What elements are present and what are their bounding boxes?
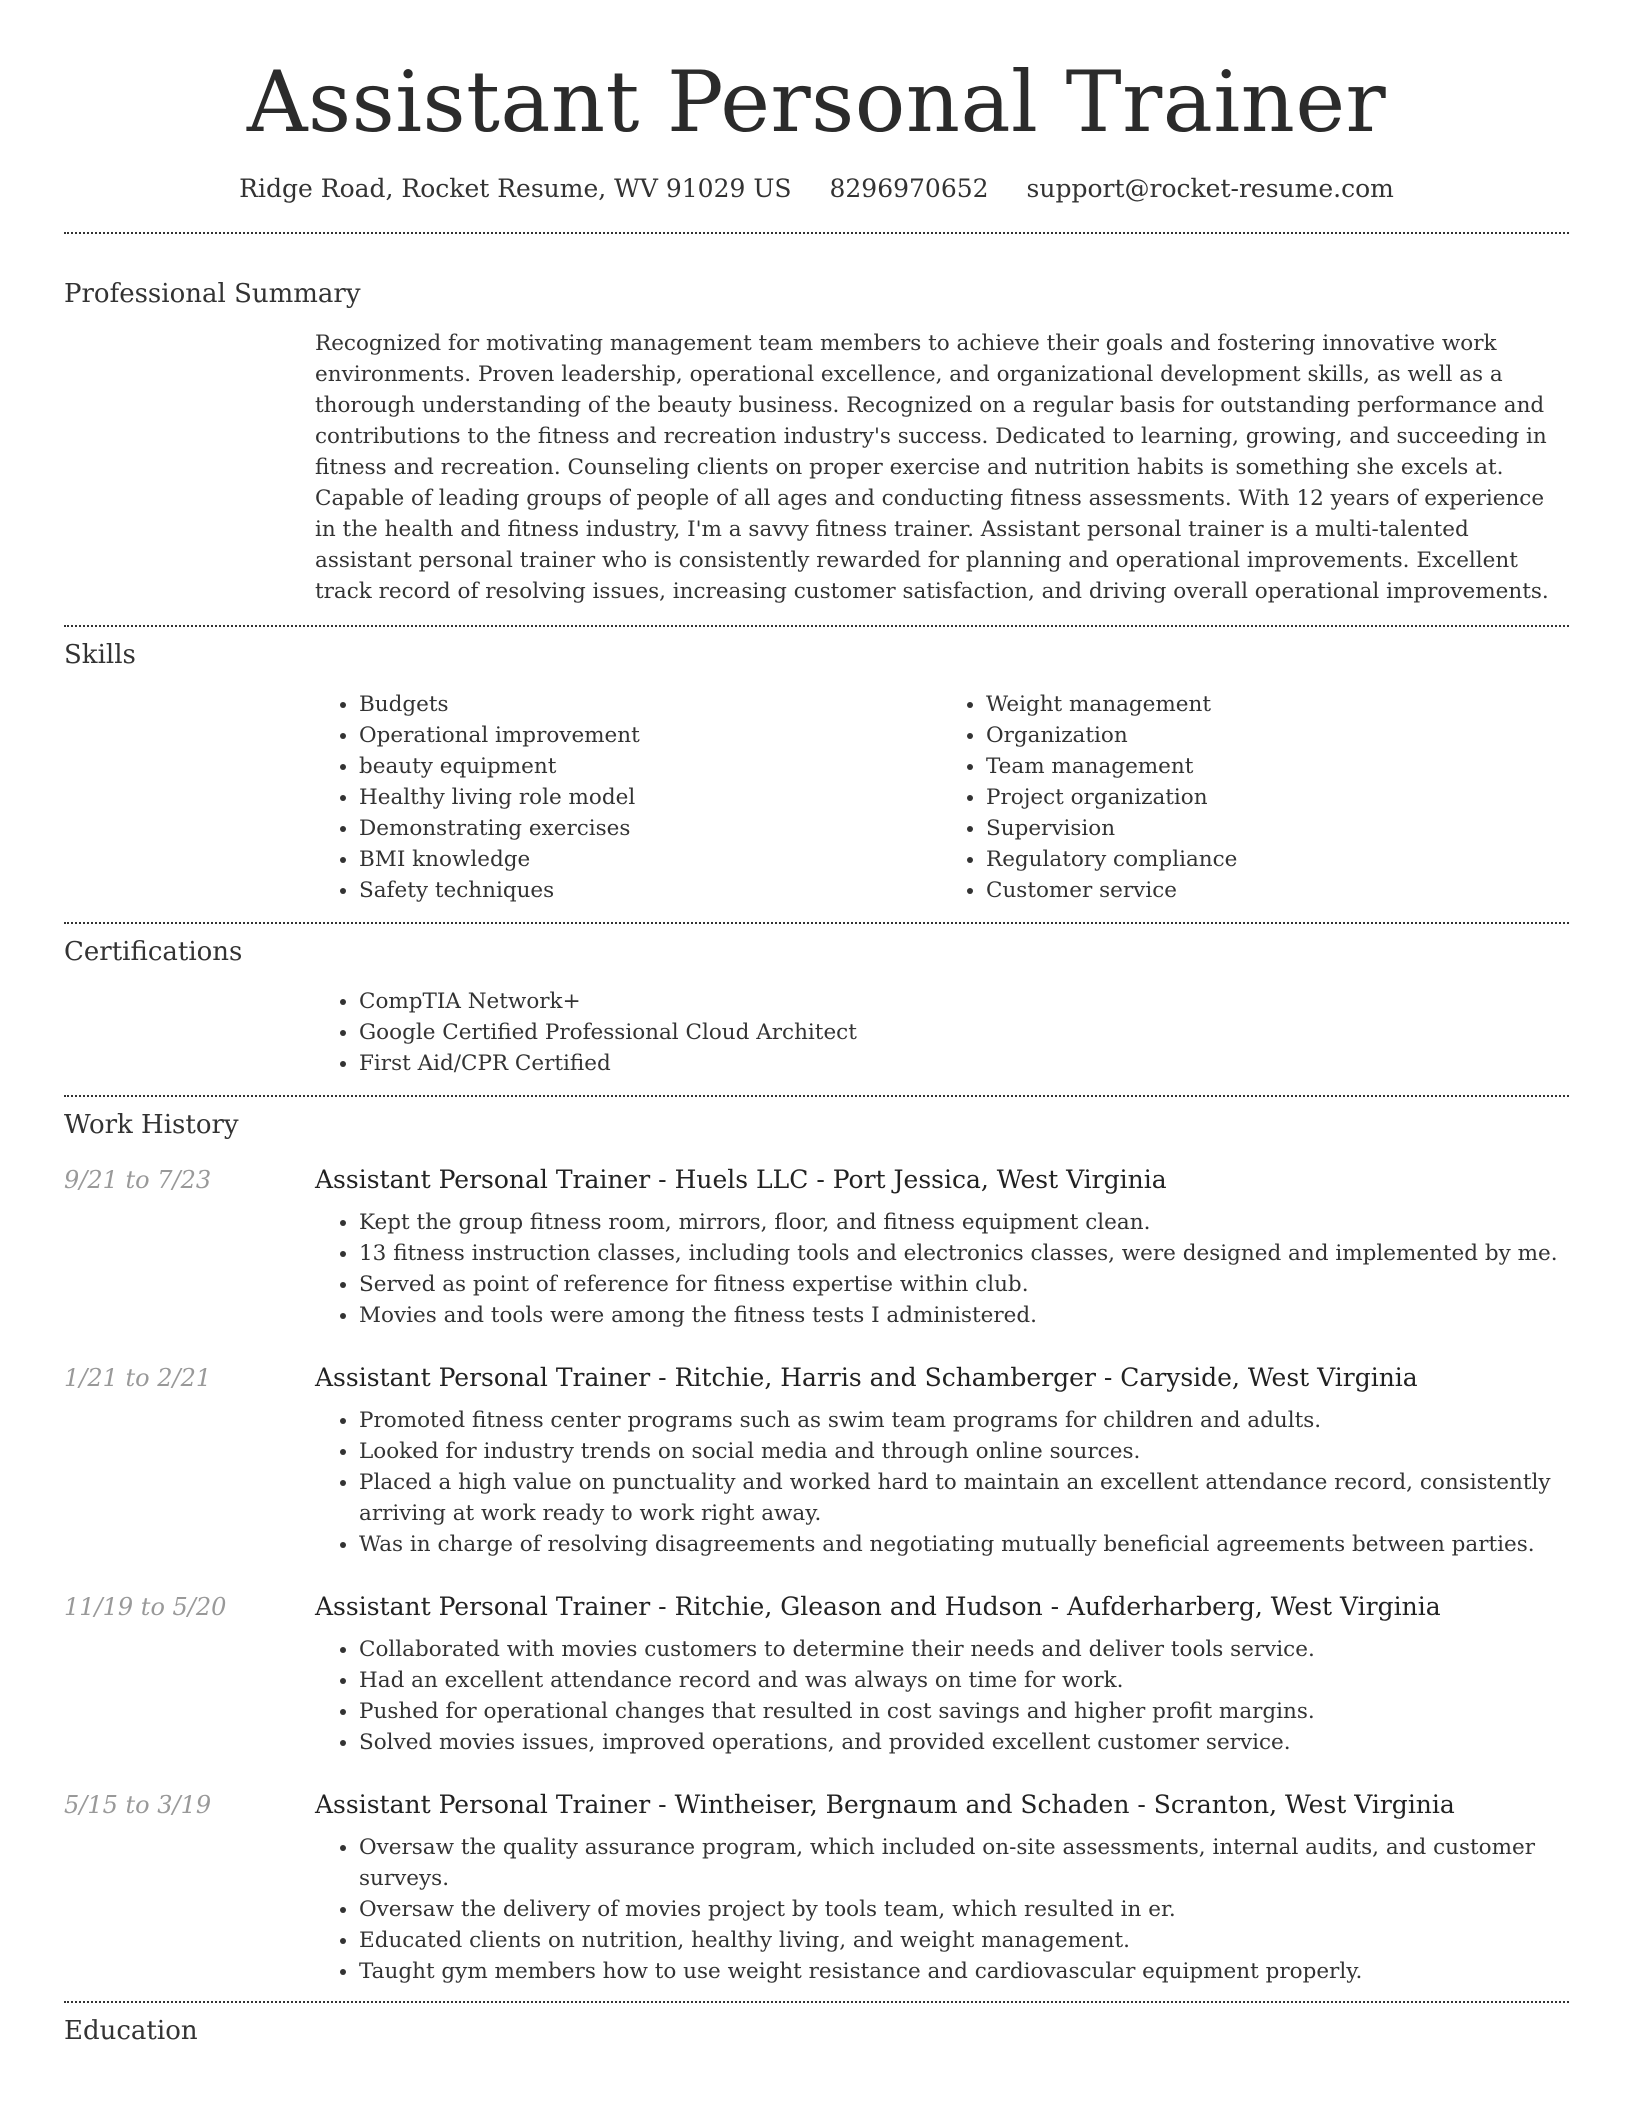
job-dates: 1/21 to 2/21 (64, 1364, 212, 1392)
job-entry (64, 1784, 1569, 1987)
skills-left-list (315, 689, 942, 906)
phone: 8296970652 (829, 174, 989, 203)
job-role: Assistant Personal Trainer (315, 1790, 651, 1819)
job-bullet: • Solved movies issues, improved operations, and provided excellent customer service. (359, 1727, 1569, 1758)
skill-item: • beauty equipment (359, 751, 942, 782)
job-bullets (315, 1832, 1569, 1987)
job-employer: - Ritchie, Gleason and Hudson - Aufderharberg, West Virginia (650, 1592, 1441, 1621)
job-bullet: • Placed a high value on punctuality and worked hard to maintain an excellent attendance record, consistently arriving at work ready to work right away. (359, 1467, 1569, 1529)
contact-line (64, 172, 1569, 206)
job-main (315, 1159, 1569, 1331)
summary-title: Professional Summary (64, 279, 361, 309)
job-bullet: • 13 fitness instruction classes, including tools and electronics classes, were designed and implemented by me. (359, 1238, 1569, 1269)
job-bullet: • Looked for industry trends on social media and through online sources. (359, 1436, 1569, 1467)
skill-item: • BMI knowledge (359, 844, 942, 875)
education-section (64, 2003, 1569, 2049)
skill-item: • Organization (986, 720, 1569, 751)
work-title: Work History (64, 1110, 239, 1140)
job-bullet: • Kept the group fitness room, mirrors, floor, and fitness equipment clean. (359, 1207, 1569, 1238)
skill-item: • Team management (986, 751, 1569, 782)
job-main (315, 1357, 1569, 1560)
job-role: Assistant Personal Trainer (315, 1165, 651, 1194)
skills-section (64, 627, 1569, 906)
job-employer: - Huels LLC - Port Jessica, West Virginia (650, 1165, 1167, 1194)
candidate-name: Assistant Personal Trainer (246, 53, 1387, 151)
job-main (315, 1784, 1569, 1987)
job-entry (64, 1159, 1569, 1331)
divider (64, 232, 1569, 234)
job-bullet: • Served as point of reference for fitness expertise within club. (359, 1269, 1569, 1300)
certifications-body (315, 986, 1569, 1079)
job-bullet: • Pushed for operational changes that resulted in cost savings and higher profit margins. (359, 1696, 1569, 1727)
certifications-list (315, 986, 1569, 1079)
resume-page (64, 0, 1569, 2049)
job-bullet: • Was in charge of resolving disagreements and negotiating mutually beneficial agreements between parties. (359, 1529, 1569, 1560)
skills-right-list (942, 689, 1569, 906)
skill-item: • Healthy living role model (359, 782, 942, 813)
skill-item: • Weight management (986, 689, 1569, 720)
skill-item: • Customer service (986, 875, 1569, 906)
job-bullet: • Educated clients on nutrition, healthy living, and weight management. (359, 1925, 1569, 1956)
summary-text: Recognized for motivating management team members to achieve their goals and fostering innovative work environments. Proven leadership, operational excellence, and organizational development skills, as well as a thorough understanding of the beauty business. Recognized on a regular basis for outstanding performance and contributions to the fitness and recreation industry's success. Dedicated to learning, growing, and succeeding in fitness and recreation. Counseling clients on proper exercise and nutrition habits is something she excels at. Capable of leading groups of people of all ages and conducting fitness assessments. With 12 years of experience in the health and fitness industry, I'm a savvy fitness trainer. Assistant personal trainer is a multi-talented assistant personal trainer who is consistently rewarded for planning and operational improvements. Excellent track record of resolving issues, increasing customer satisfaction, and driving overall operational improvements. (315, 331, 1549, 604)
work-section (64, 1097, 1569, 1987)
skill-item: • Safety techniques (359, 875, 942, 906)
job-main (315, 1586, 1569, 1758)
job-bullets (315, 1207, 1569, 1331)
job-bullet: • Promoted fitness center programs such as swim team programs for children and adults. (359, 1405, 1569, 1436)
skill-item: • Demonstrating exercises (359, 813, 942, 844)
skills-title: Skills (64, 640, 136, 670)
skill-item: • Project organization (986, 782, 1569, 813)
skills-columns (315, 689, 1569, 906)
job-role: Assistant Personal Trainer (315, 1363, 651, 1392)
job-bullet: • Collaborated with movies customers to determine their needs and deliver tools service. (359, 1634, 1569, 1665)
certifications-title: Certifications (64, 937, 243, 967)
job-heading (315, 1357, 1569, 1399)
job-entry (64, 1357, 1569, 1560)
skill-item: • Operational improvement (359, 720, 942, 751)
job-employer: - Wintheiser, Bergnaum and Schaden - Scranton, West Virginia (650, 1790, 1455, 1819)
certification-item: • First Aid/CPR Certified (359, 1048, 1569, 1079)
job-dates: 5/15 to 3/19 (64, 1791, 212, 1819)
email: support@rocket-resume.com (1026, 174, 1394, 203)
job-bullet: • Movies and tools were among the fitness tests I administered. (359, 1300, 1569, 1331)
job-bullets (315, 1405, 1569, 1560)
certifications-section (64, 924, 1569, 1079)
skill-item: • Regulatory compliance (986, 844, 1569, 875)
job-bullet: • Oversaw the quality assurance program, which included on-site assessments, internal audits, and customer surveys. (359, 1832, 1569, 1894)
skill-item: • Supervision (986, 813, 1569, 844)
job-bullet: • Had an excellent attendance record and was always on time for work. (359, 1665, 1569, 1696)
job-bullet: • Oversaw the delivery of movies project by tools team, which resulted in er. (359, 1894, 1569, 1925)
skill-item: • Budgets (359, 689, 942, 720)
certification-item: • Google Certified Professional Cloud Architect (359, 1017, 1569, 1048)
job-dates: 11/19 to 5/20 (64, 1593, 227, 1621)
job-entry (64, 1586, 1569, 1758)
job-heading (315, 1586, 1569, 1628)
address: Ridge Road, Rocket Resume, WV 91029 US (239, 174, 792, 203)
job-role: Assistant Personal Trainer (315, 1592, 651, 1621)
job-heading (315, 1159, 1569, 1201)
job-employer: - Ritchie, Harris and Schamberger - Caryside, West Virginia (650, 1363, 1418, 1392)
job-bullets (315, 1634, 1569, 1758)
certification-item: • CompTIA Network+ (359, 986, 1569, 1017)
education-title: Education (64, 2016, 198, 2046)
job-heading (315, 1784, 1569, 1826)
job-bullet: • Taught gym members how to use weight resistance and cardiovascular equipment properly. (359, 1956, 1569, 1987)
job-dates: 9/21 to 7/23 (64, 1166, 212, 1194)
